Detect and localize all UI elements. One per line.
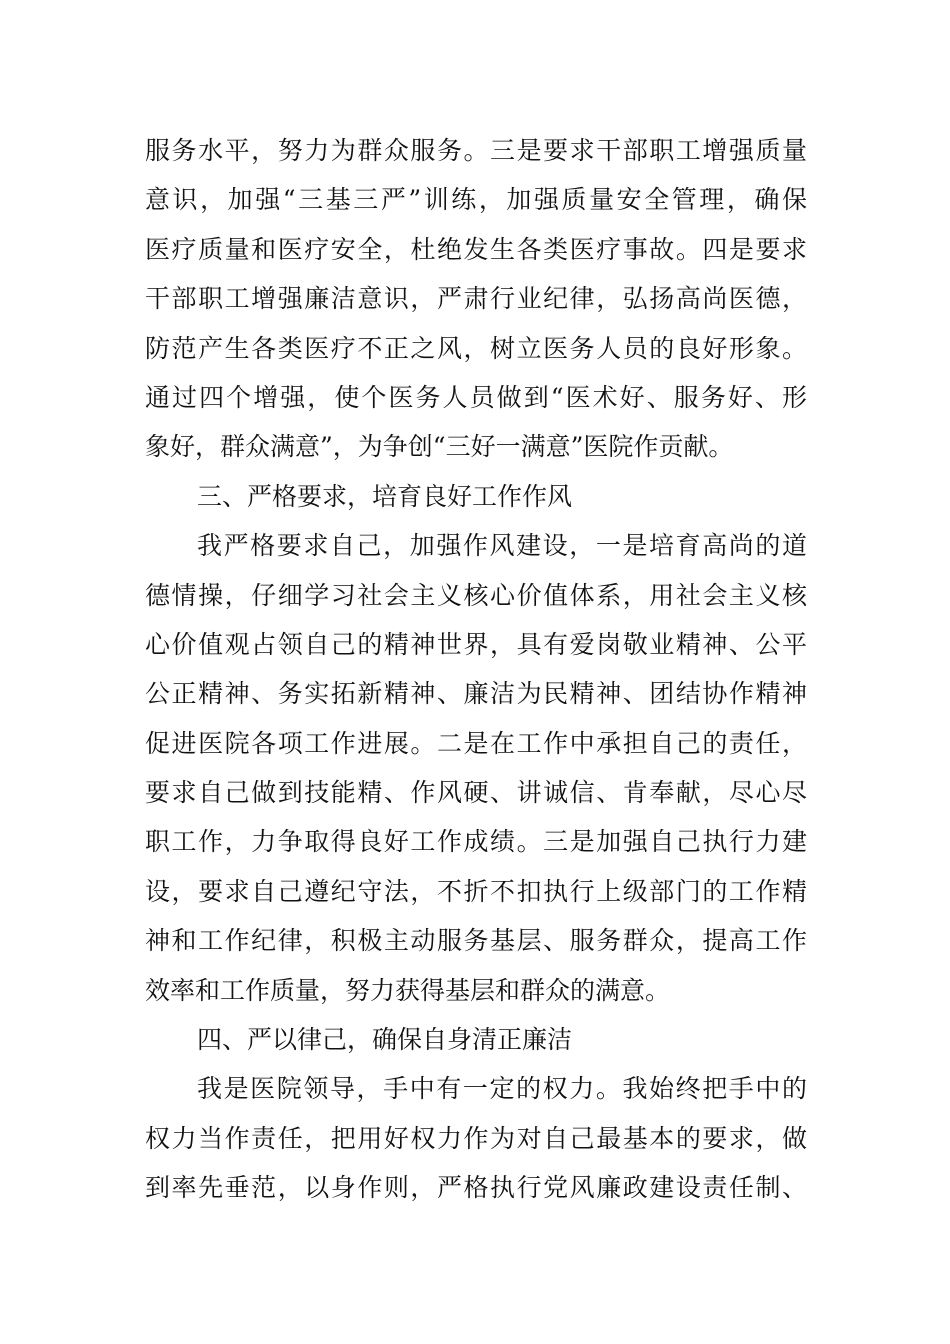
text-line: 促进医院各项工作进展。二是在工作中承担自己的责任，: [145, 728, 807, 758]
text-line: 权力当作责任，把用好权力作为对自己最基本的要求，做: [145, 1123, 807, 1153]
text-line: 象好，群众满意”，为争创“三好一满意”医院作贡献。: [145, 432, 734, 462]
text-line: 设，要求自己遵纪守法，不折不扣执行上级部门的工作精: [145, 876, 807, 906]
text-line: 干部职工增强廉洁意识，严肃行业纪律，弘扬高尚医德，: [145, 284, 807, 314]
text-line: 三、严格要求，培育良好工作作风: [197, 481, 573, 511]
text-line: 四、严以律己，确保自身清正廉洁: [197, 1025, 573, 1055]
text-line: 公正精神、务实拓新精神、廉洁为民精神、团结协作精神: [145, 679, 807, 709]
text-line: 德情操，仔细学习社会主义核心价值体系，用社会主义核: [145, 580, 807, 610]
text-line: 我严格要求自己，加强作风建设，一是培育高尚的道: [197, 531, 807, 561]
text-line: 职工作，力争取得良好工作成绩。三是加强自己执行力建: [145, 827, 807, 857]
text-line: 要求自己做到技能精、作风硬、讲诚信、肯奉献，尽心尽: [145, 778, 807, 808]
text-line: 我是医院领导，手中有一定的权力。我始终把手中的: [197, 1074, 807, 1104]
text-line: 意识，加强“三基三严”训练，加强质量安全管理，确保: [145, 185, 807, 215]
text-line: 心价值观占领自己的精神世界，具有爱岗敬业精神、公平: [145, 629, 807, 659]
text-line: 服务水平，努力为群众服务。三是要求干部职工增强质量: [145, 136, 807, 165]
text-line: 通过四个增强，使个医务人员做到“医术好、服务好、形: [145, 382, 807, 412]
text-line: 医疗质量和医疗安全，杜绝发生各类医疗事故。四是要求: [145, 234, 807, 264]
text-line: 效率和工作质量，努力获得基层和群众的满意。: [145, 975, 671, 1005]
text-line: 到率先垂范，以身作则，严格执行党风廉政建设责任制、: [145, 1173, 807, 1203]
text-line: 神和工作纪律，积极主动服务基层、服务群众，提高工作: [145, 926, 807, 956]
text-line: 防范产生各类医疗不正之风，树立医务人员的良好形象。: [145, 333, 807, 363]
document-body: [145, 126, 807, 1213]
